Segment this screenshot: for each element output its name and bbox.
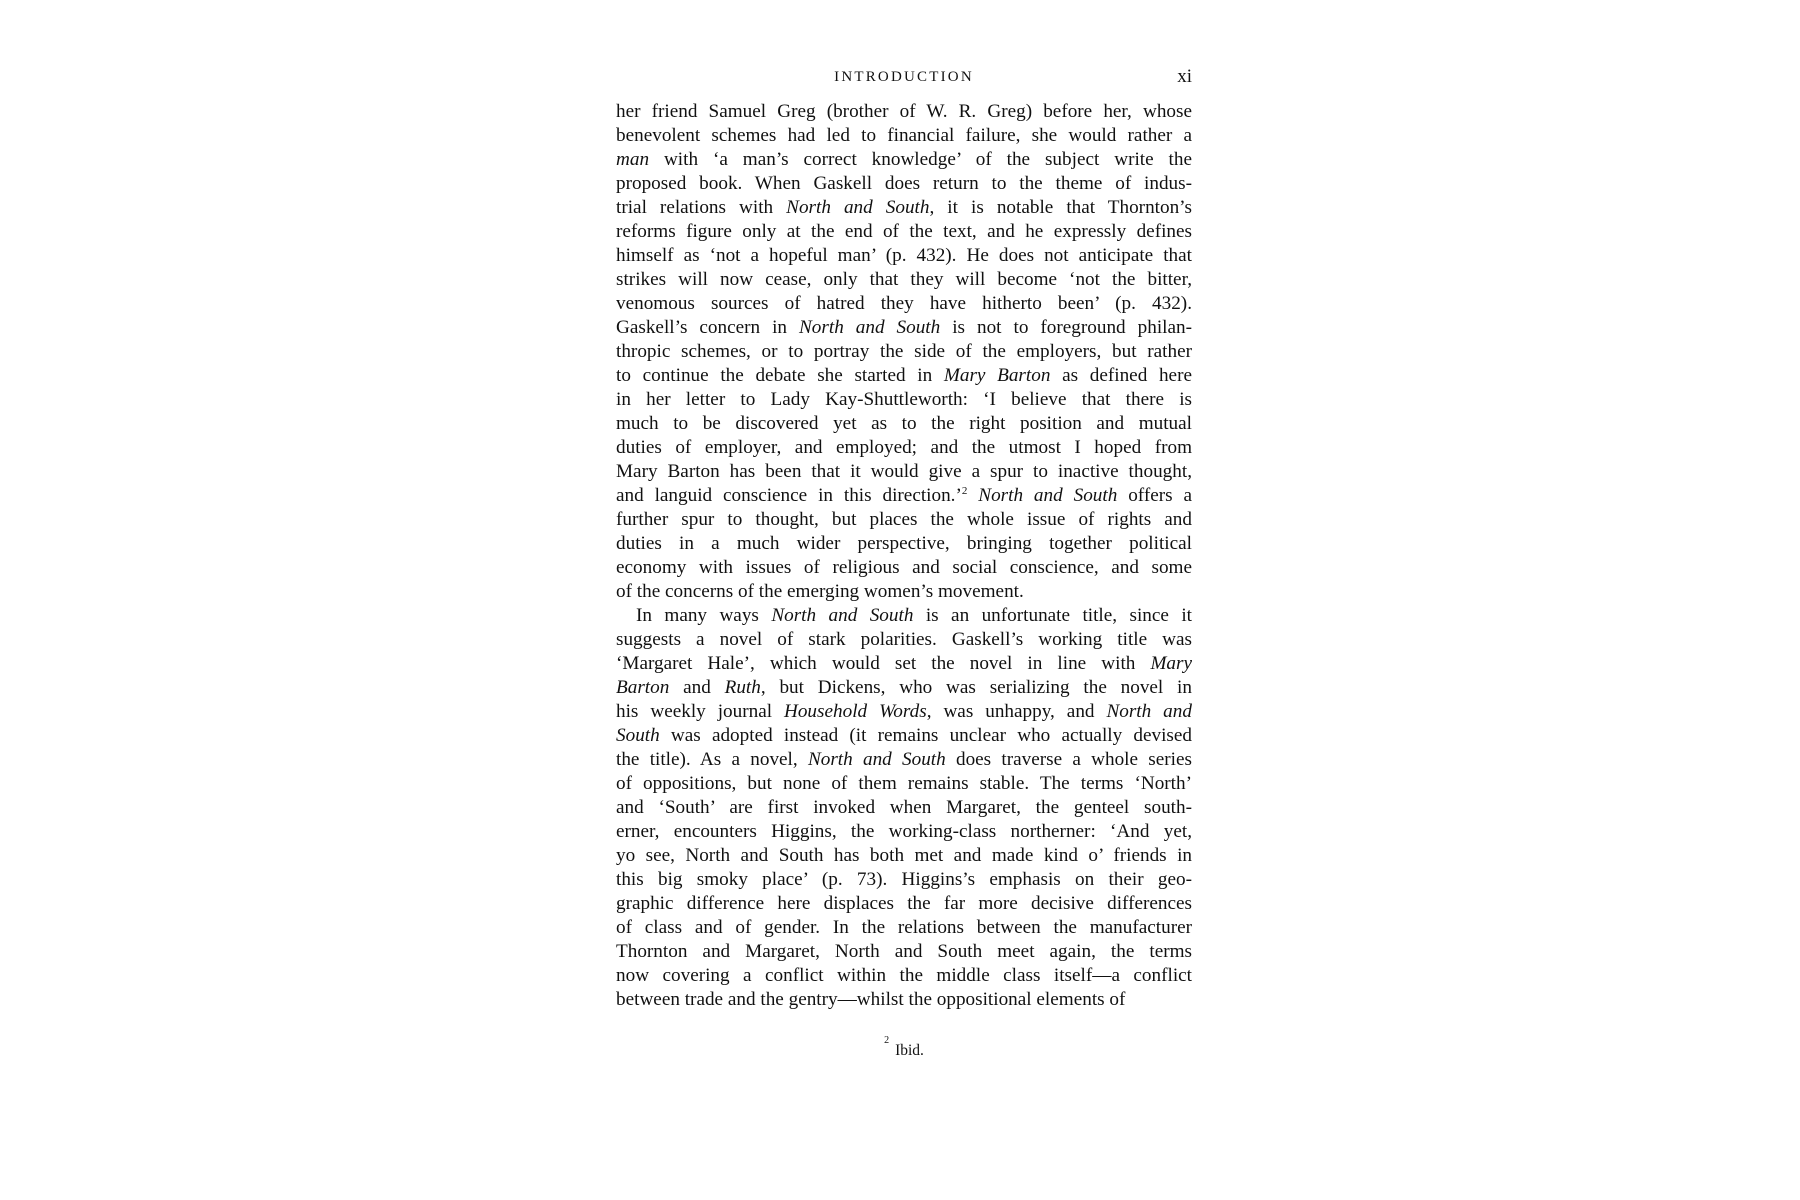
text-run: of class and of gender. In the relations between the manufacturer xyxy=(616,917,1192,938)
text-run: economy with issues of religious and social conscience, and some xyxy=(616,557,1192,578)
text-run: her friend Samuel Greg (brother of W. R. Greg) before her, whose xyxy=(616,101,1192,122)
text-line xyxy=(616,436,1192,460)
text-line xyxy=(616,604,1192,628)
text-run: and ‘South’ are first invoked when Margaret, the genteel south- xyxy=(616,797,1192,818)
text-run: , it is notable that Thornton’s xyxy=(929,197,1192,218)
italic-title: North and South xyxy=(807,749,946,770)
text-run: erner, encounters Higgins, the working-class northerner: ‘And yet, xyxy=(616,821,1192,842)
text-line xyxy=(616,556,1192,580)
text-run: , but Dickens, who was serializing the novel in xyxy=(760,677,1192,698)
text-run: now covering a conflict within the middle class itself—a conflict xyxy=(616,965,1192,986)
text-line xyxy=(616,964,1192,988)
italic-title: North and South xyxy=(799,317,941,338)
text-run: graphic difference here displaces the far more decisive differences xyxy=(616,893,1192,914)
footnote-marker: 2 xyxy=(884,1034,890,1046)
text-run: does traverse a whole series xyxy=(945,749,1192,770)
text-line xyxy=(616,148,1192,172)
text-line xyxy=(616,316,1192,340)
text-line xyxy=(616,580,1192,604)
text-line xyxy=(616,340,1192,364)
text-line xyxy=(616,916,1192,940)
text-line xyxy=(616,532,1192,556)
italic-title: North and South xyxy=(771,605,914,626)
footnote-reference: 2 xyxy=(961,485,968,497)
text-run: himself as ‘not a hopeful man’ (p. 432). He does not anticipate that xyxy=(616,245,1192,266)
text-run: was adopted instead (it remains unclear who actually devised xyxy=(659,725,1192,746)
text-line xyxy=(616,124,1192,148)
text-run: in her letter to Lady Kay-Shuttleworth: ‘I believe that there is xyxy=(616,389,1192,410)
text-line xyxy=(616,388,1192,412)
text-line xyxy=(616,268,1192,292)
text-run: , was unhappy, and xyxy=(926,701,1107,722)
italic-title: Household Words xyxy=(783,701,927,722)
text-run: benevolent schemes had led to financial failure, she would rather a xyxy=(616,125,1192,146)
text-run: much to be discovered yet as to the right position and mutual xyxy=(616,413,1192,434)
text-line xyxy=(616,868,1192,892)
text-line xyxy=(616,484,1192,508)
text-run: Gaskell’s concern in xyxy=(616,317,799,338)
text-line xyxy=(616,100,1192,124)
text-run: duties of employer, and employed; and the utmost I hoped from xyxy=(616,437,1192,458)
text-run: of the concerns of the emerging women’s movement. xyxy=(616,581,1024,602)
italic-title: South xyxy=(616,725,660,746)
footnote-text: Ibid. xyxy=(895,1042,924,1059)
text-line xyxy=(616,628,1192,652)
italic-title: North and xyxy=(1106,701,1192,722)
text-run: is an unfortunate title, since it xyxy=(913,605,1192,626)
text-line xyxy=(616,172,1192,196)
text-line xyxy=(616,844,1192,868)
text-line xyxy=(616,460,1192,484)
text-line xyxy=(616,820,1192,844)
text-line xyxy=(616,988,1192,1012)
text-run: with ‘a man’s correct knowledge’ of the subject write the xyxy=(649,149,1192,170)
text-run: of oppositions, but none of them remains stable. The terms ‘North’ xyxy=(616,773,1192,794)
text-line xyxy=(616,700,1192,724)
text-run: the title). As a novel, xyxy=(616,749,808,770)
text-line xyxy=(616,796,1192,820)
text-line xyxy=(616,772,1192,796)
text-run: and xyxy=(669,677,725,698)
text-run: strikes will now cease, only that they will become ‘not the bitter, xyxy=(616,269,1192,290)
text-line xyxy=(616,412,1192,436)
italic-title: man xyxy=(616,149,650,170)
running-title: INTRODUCTION xyxy=(834,69,974,85)
italic-title: North and South xyxy=(978,485,1118,506)
text-run: Mary Barton has been that it would give a spur to inactive thought, xyxy=(616,461,1192,482)
italic-title: Mary xyxy=(1150,653,1192,674)
text-run: this big smoky place’ (p. 73). Higgins’s emphasis on their geo- xyxy=(616,869,1192,890)
text-line xyxy=(616,508,1192,532)
text-run: and languid conscience in this direction.’ xyxy=(616,485,962,506)
text-line xyxy=(616,196,1192,220)
text-run: duties in a much wider perspective, bringing together political xyxy=(616,533,1192,554)
text-run: reforms figure only at the end of the text, and he expressly defines xyxy=(616,221,1192,242)
text-run: his weekly journal xyxy=(616,701,784,722)
text-run: In many ways xyxy=(636,605,772,626)
paragraph-2 xyxy=(616,604,1192,1012)
text-line xyxy=(616,652,1192,676)
text-line xyxy=(616,892,1192,916)
text-run: venomous sources of hatred they have hitherto been’ (p. 432). xyxy=(616,293,1192,314)
paragraph-1 xyxy=(616,100,1192,604)
italic-title: Barton xyxy=(616,677,670,698)
italic-title: Ruth xyxy=(724,677,761,698)
text-line xyxy=(616,364,1192,388)
text-run: offers a xyxy=(1117,485,1192,506)
text-line xyxy=(616,748,1192,772)
text-run: suggests a novel of stark polarities. Gaskell’s working title was xyxy=(616,629,1192,650)
text-line xyxy=(616,940,1192,964)
text-run: proposed book. When Gaskell does return to the theme of indus- xyxy=(616,173,1192,194)
footnote xyxy=(616,1034,1192,1062)
text-line xyxy=(616,244,1192,268)
text-run: is not to foreground philan- xyxy=(940,317,1192,338)
body-text xyxy=(616,100,1192,1012)
italic-title: Mary Barton xyxy=(943,365,1051,386)
text-run: ‘Margaret Hale’, which would set the novel in line with xyxy=(616,653,1151,674)
text-run: between trade and the gentry—whilst the oppositional elements of xyxy=(616,989,1126,1010)
text-run: Thornton and Margaret, North and South meet again, the terms xyxy=(616,941,1192,962)
text-line xyxy=(616,292,1192,316)
italic-title: North and South xyxy=(786,197,930,218)
text-run: as defined here xyxy=(1050,365,1192,386)
text-run: further spur to thought, but places the whole issue of rights and xyxy=(616,509,1192,530)
text-run: trial relations with xyxy=(616,197,787,218)
text-run xyxy=(967,485,978,506)
text-line xyxy=(616,676,1192,700)
text-run: yo see, North and South has both met and made kind o’ friends in xyxy=(616,845,1192,866)
running-head xyxy=(616,64,1192,90)
text-run: thropic schemes, or to portray the side of the employers, but rather xyxy=(616,341,1192,362)
page-number: xi xyxy=(1177,66,1192,87)
text-line xyxy=(616,220,1192,244)
text-run: to continue the debate she started in xyxy=(616,365,944,386)
text-line xyxy=(616,724,1192,748)
